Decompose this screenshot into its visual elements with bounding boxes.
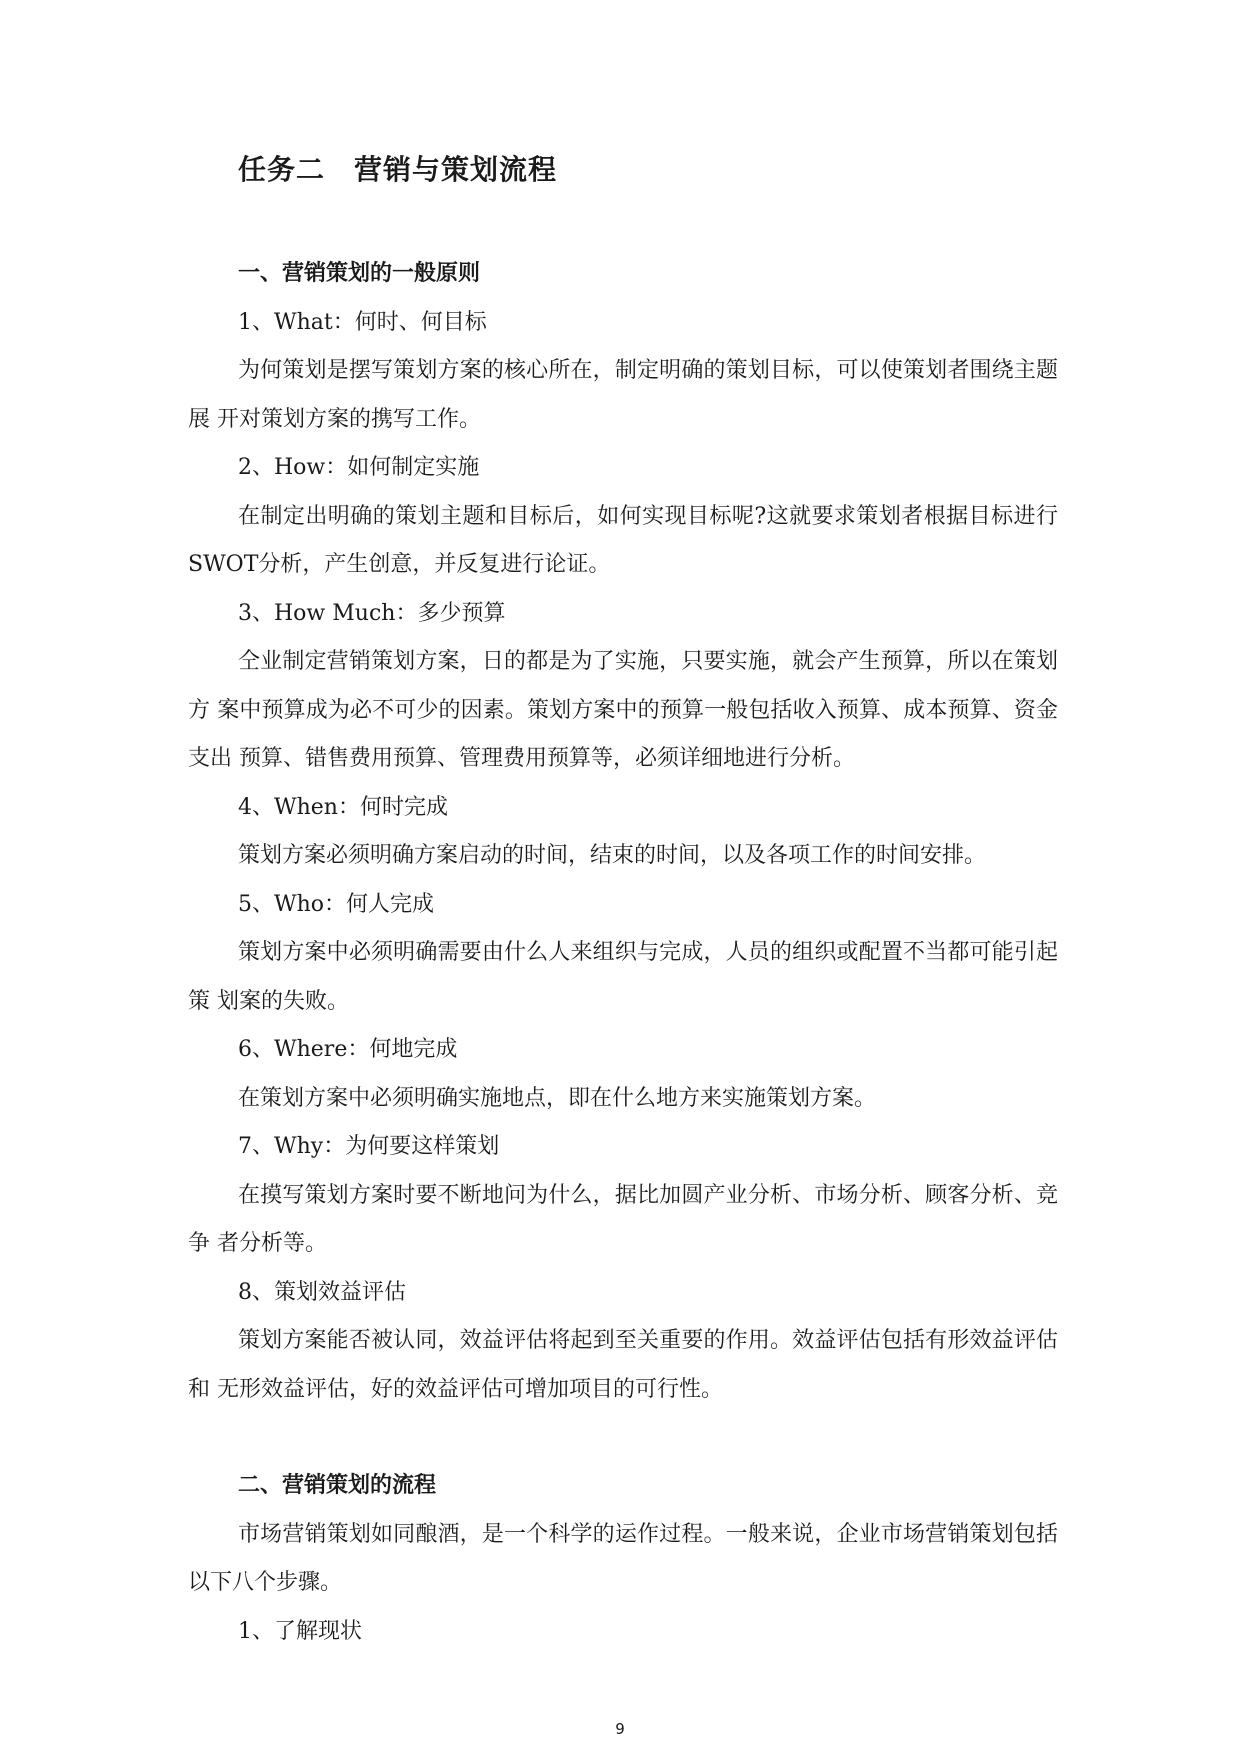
- section-heading-principles: 一、营销策划的一般原则: [238, 261, 481, 286]
- list-item-evaluation: 8、策划效益评估: [238, 1279, 406, 1305]
- document-body: [188, 250, 1058, 1656]
- page-number: 9: [615, 1720, 625, 1738]
- list-item-how-much: 3、How Much：多少预算: [238, 600, 506, 626]
- list-item-who: 5、Who：何人完成: [238, 891, 435, 917]
- page-title: 任务二 营销与策划流程: [238, 153, 558, 186]
- list-item-when: 4、When：何时完成: [238, 794, 448, 820]
- paragraph-who: 策划方案中必须明确需要由什么人来组织与完成，人员的组织或配置不当都可能引起策 划案的失败。: [188, 940, 1058, 1014]
- paragraph-evaluation: 策划方案能否被认同，效益评估将起到至关重要的作用。效益评估包括有形效益评估和 无形效益评估，好的效益评估可增加项目的可行性。: [188, 1328, 1058, 1402]
- paragraph-where: 在策划方案中必须明确实施地点，即在什么地方来实施策划方案。: [238, 1085, 877, 1111]
- paragraph-why: 在摸写策划方案时要不断地问为什么，据比加圆产业分析、市场分析、顾客分析、竞争 者分析等。: [188, 1182, 1058, 1256]
- list-item-where: 6、Where：何地完成: [238, 1037, 458, 1062]
- section-heading-process: 二、营销策划的流程: [238, 1473, 437, 1498]
- paragraph-how: 在制定出明确的策划主题和目标后，如何实现目标呢?这就要求策划者根据目标进行SWOT分析，产生创意，并反复进行论证。: [188, 503, 1058, 577]
- list-item-understand-status: 1、了解现状: [238, 1618, 362, 1644]
- list-item-how: 2、How：如何制定实施: [238, 455, 480, 480]
- paragraph-process-intro: 市场营销策划如同酿酒，是一个科学的运作过程。一般来说，企业市场营销策划包括以下八个步骤。: [188, 1521, 1058, 1595]
- paragraph-how-much: 仝业制定营销策划方案，日的都是为了实施，只要实施，就会产生预算，所以在策划方 案中预算成为必不可少的因素。策划方案中的预算一般包括收入预算、成本预算、资金支出 预算、错售费用预算、管理费用预算等，必须详细地进行分析。: [188, 649, 1058, 771]
- paragraph-what: 为何策划是摆写策划方案的核心所在，制定明确的策划目标，可以使策划者围绕主题展 开对策划方案的携写工作。: [188, 358, 1058, 432]
- paragraph-when: 策划方案必须明确方案启动的时间，结束的时间，以及各项工作的时间安排。: [238, 843, 987, 868]
- list-item-what: 1、What：何时、何目标: [238, 309, 487, 335]
- list-item-why: 7、Why：为何要这样策划: [238, 1134, 500, 1159]
